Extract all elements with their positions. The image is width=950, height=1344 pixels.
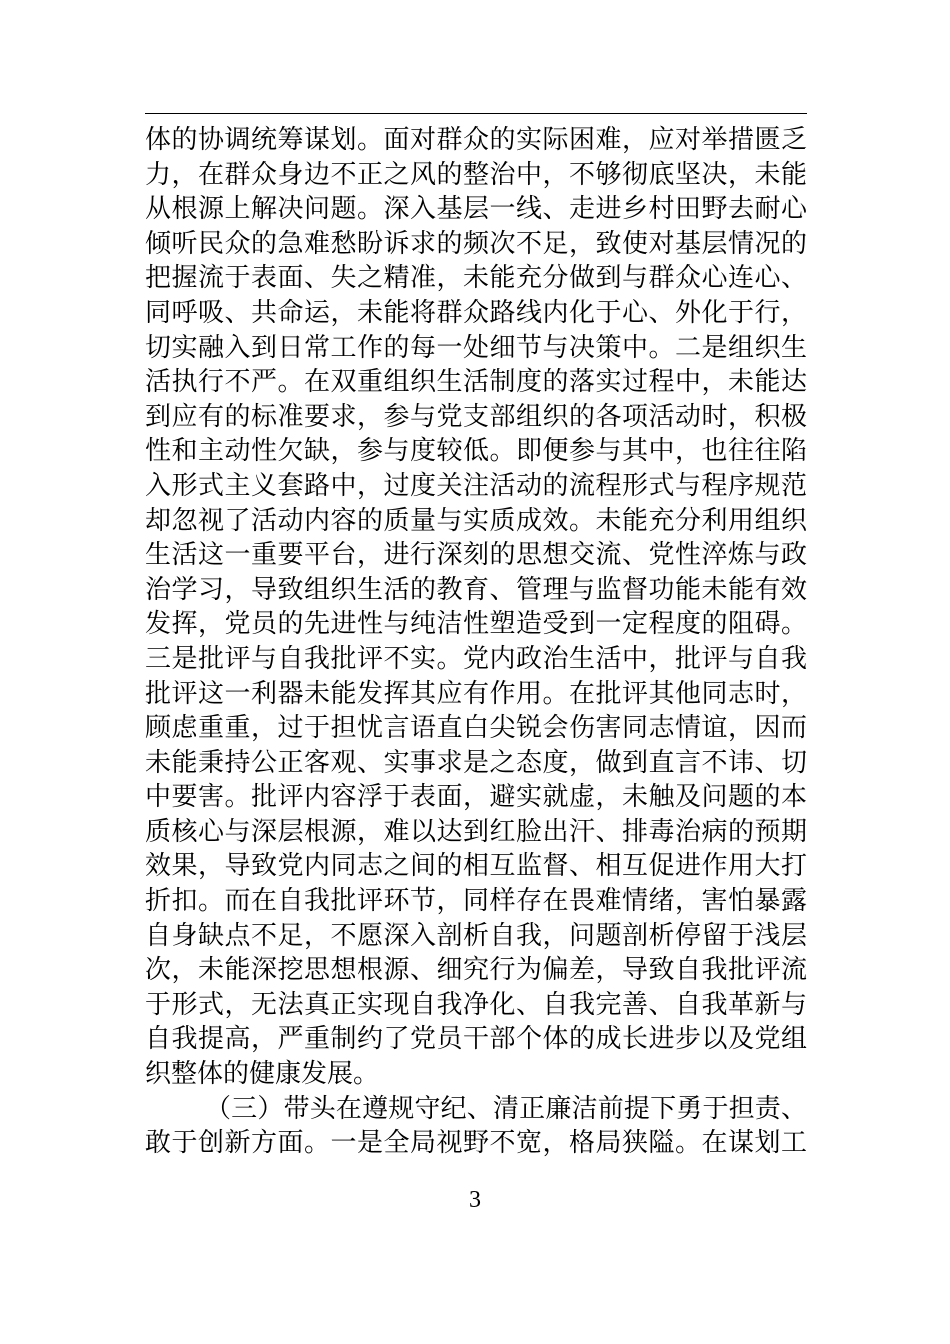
text-line: 于形式，无法真正实现自我净化、自我完善、自我革新与 bbox=[145, 989, 807, 1020]
text-line: 到应有的标准要求，参与党支部组织的各项活动时，积极 bbox=[145, 401, 807, 432]
text-line: 却忽视了活动内容的质量与实质成效。未能充分利用组织 bbox=[145, 505, 807, 536]
text-line: 自身缺点不足，不愿深入剖析自我，问题剖析停留于浅层 bbox=[145, 920, 807, 951]
page-number: 3 bbox=[469, 1187, 481, 1213]
text-line: 折扣。而在自我批评环节，同样存在畏难情绪，害怕暴露 bbox=[145, 886, 807, 917]
text-line: 批评这一利器未能发挥其应有作用。在批评其他同志时， bbox=[145, 678, 807, 709]
text-line: 性和主动性欠缺，参与度较低。即便参与其中，也往往陷 bbox=[145, 436, 807, 467]
text-line: 自我提高，严重制约了党员干部个体的成长进步以及党组 bbox=[145, 1024, 807, 1055]
text-line: 顾虑重重，过于担忧言语直白尖锐会伤害同志情谊，因而 bbox=[145, 713, 807, 744]
text-line: 切实融入到日常工作的每一处细节与决策中。二是组织生 bbox=[145, 332, 807, 363]
text-line: 三是批评与自我批评不实。党内政治生活中，批评与自我 bbox=[145, 643, 807, 674]
text-line: 体的协调统筹谋划。面对群众的实际困难，应对举措匮乏 bbox=[145, 125, 807, 155]
text-line: 次，未能深挖思想根源、细究行为偏差，导致自我批评流 bbox=[145, 955, 807, 986]
text-line: 治学习，导致组织生活的教育、管理与监督功能未能有效 bbox=[145, 574, 807, 605]
text-line: 活执行不严。在双重组织生活制度的落实过程中，未能达 bbox=[145, 367, 807, 398]
text-line: 同呼吸、共命运，未能将群众路线内化于心、外化于行， bbox=[145, 297, 807, 328]
text-line: 中要害。批评内容浮于表面，避实就虚，未触及问题的本 bbox=[145, 782, 807, 813]
text-line: 把握流于表面、失之精准，未能充分做到与群众心连心、 bbox=[145, 263, 807, 294]
body-text bbox=[145, 123, 807, 1161]
text-line: 力，在群众身边不正之风的整治中，不够彻底坚决，未能 bbox=[145, 159, 807, 190]
text-line: 效果，导致党内同志之间的相互监督、相互促进作用大打 bbox=[145, 851, 807, 882]
text-line: 倾听民众的急难愁盼诉求的频次不足，致使对基层情况的 bbox=[145, 228, 807, 259]
text-line: 未能秉持公正客观、实事求是之态度，做到直言不讳、切 bbox=[145, 747, 807, 778]
text-line-paragraph-end: 织整体的健康发展。 bbox=[145, 1059, 380, 1090]
text-line: 从根源上解决问题。深入基层一线、走进乡村田野去耐心 bbox=[145, 194, 807, 225]
text-line: 入形式主义套路中，过度关注活动的流程形式与程序规范 bbox=[145, 470, 807, 501]
header-rule bbox=[145, 113, 807, 114]
section-heading-line: （三）带头在遵规守纪、清正廉洁前提下勇于担责、 bbox=[205, 1093, 807, 1124]
text-line: 发挥，党员的先进性与纯洁性塑造受到一定程度的阻碍。 bbox=[145, 609, 807, 640]
text-line: 生活这一重要平台，进行深刻的思想交流、党性淬炼与政 bbox=[145, 540, 807, 571]
text-line: 敢于创新方面。一是全局视野不宽，格局狭隘。在谋划工 bbox=[145, 1128, 807, 1159]
text-line: 质核心与深层根源，难以达到红脸出汗、排毒治病的预期 bbox=[145, 816, 807, 847]
